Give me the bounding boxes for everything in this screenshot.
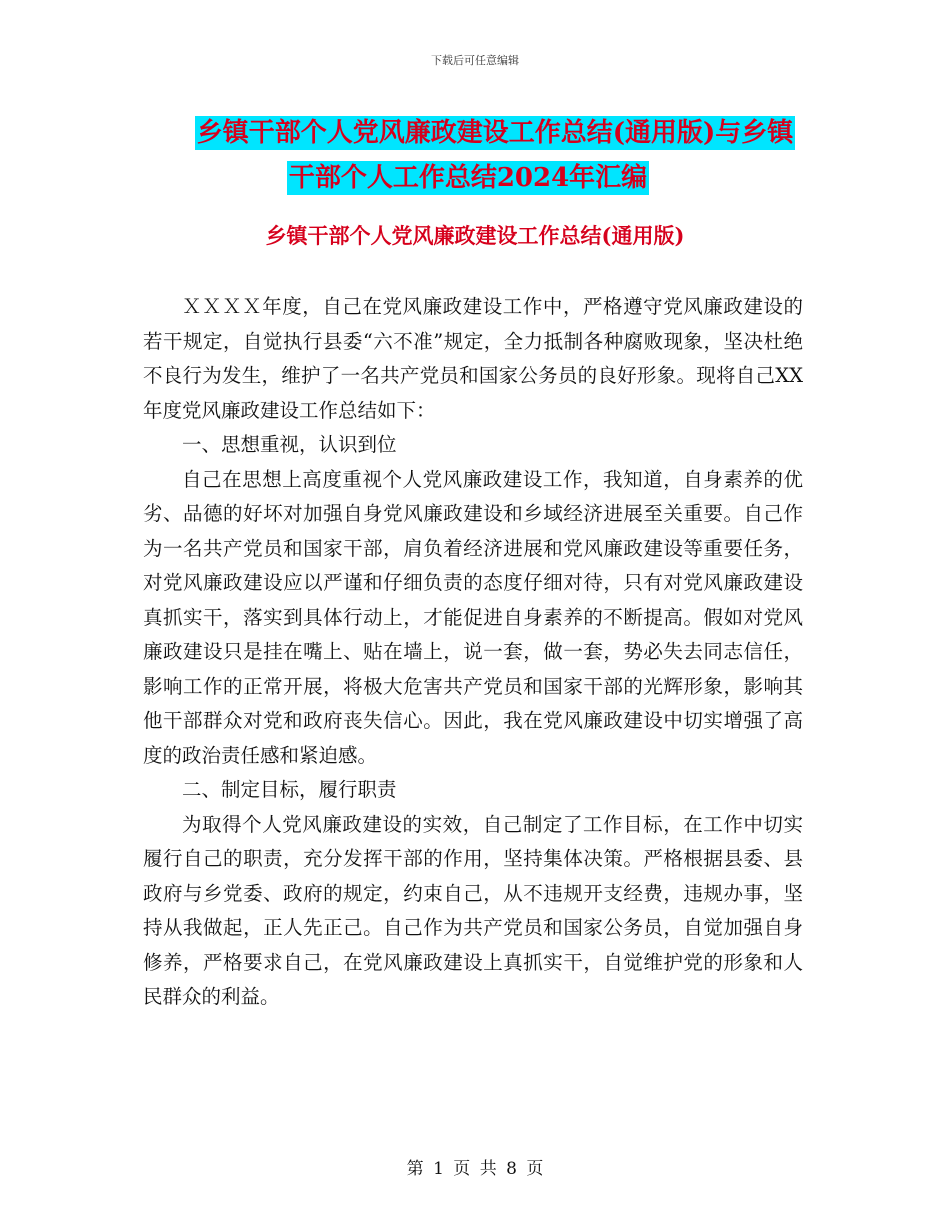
document-title-line-2-text: 干部个人工作总结2024年汇编 xyxy=(288,163,648,193)
section-title: 乡镇干部个人党风廉政建设工作总结(通用版) xyxy=(265,223,685,248)
document-title-line-1-text: 乡镇干部个人党风廉政建设工作总结(通用版)与乡镇 xyxy=(196,118,794,148)
heading-section-1: 一、思想重视，认识到位 xyxy=(182,433,397,456)
document-body xyxy=(143,290,803,1015)
header-note: 下载后可任意编辑 xyxy=(431,54,519,67)
paragraph-section-2: 为取得个人党风廉政建设的实效，自己制定了工作目标，在工作中切实履行自己的职责，充分发挥干部的作用，坚持集体决策。严格根据县委、县政府与乡党委、政府的规定，约束自己，从不违规开支经费，违规办事，坚持从我做起，正人先正己。自己作为共产党员和国家公务员，自觉加强自身修养，严格要求自己，在党风廉政建设上真抓实干，自觉维护党的形象和人民群众的利益。 xyxy=(143,812,803,1008)
document-title-line-1 xyxy=(20,112,950,149)
document-title-line-2 xyxy=(0,157,943,194)
page-number: 第 1 页 共 8 页 xyxy=(406,1159,544,1179)
heading-section-2: 二、制定目标，履行职责 xyxy=(182,778,397,801)
paragraph-section-1: 自己在思想上高度重视个人党风廉政建设工作，我知道，自身素养的优劣、品德的好坏对加强自身党风廉政建设和乡域经济进展至关重要。自己作为一名共产党员和国家干部，肩负着经济进展和党风廉政建设等重要任务，对党风廉政建设应以严谨和仔细负责的态度仔细对待，只有对党风廉政建设真抓实干，落实到具体行动上，才能促进自身素养的不断提高。假如对党风廉政建设只是挂在嘴上、贴在墙上，说一套，做一套，势必失去同志信任，影响工作的正常开展，将极大危害共产党员和国家干部的光辉形象，影响其他干部群众对党和政府丧失信心。因此，我在党风廉政建设中切实增强了高度的政治责任感和紧迫感。 xyxy=(143,467,803,767)
paragraph-intro: ＸＸＸＸ年度，自己在党风廉政建设工作中，严格遵守党风廉政建设的若干规定，自觉执行县委“六不准”规定，全力抵制各种腐败现象，坚决杜绝不良行为发生，维护了一名共产党员和国家公务员的良好形象。现将自己XX年度党风廉政建设工作总结如下： xyxy=(143,295,803,422)
